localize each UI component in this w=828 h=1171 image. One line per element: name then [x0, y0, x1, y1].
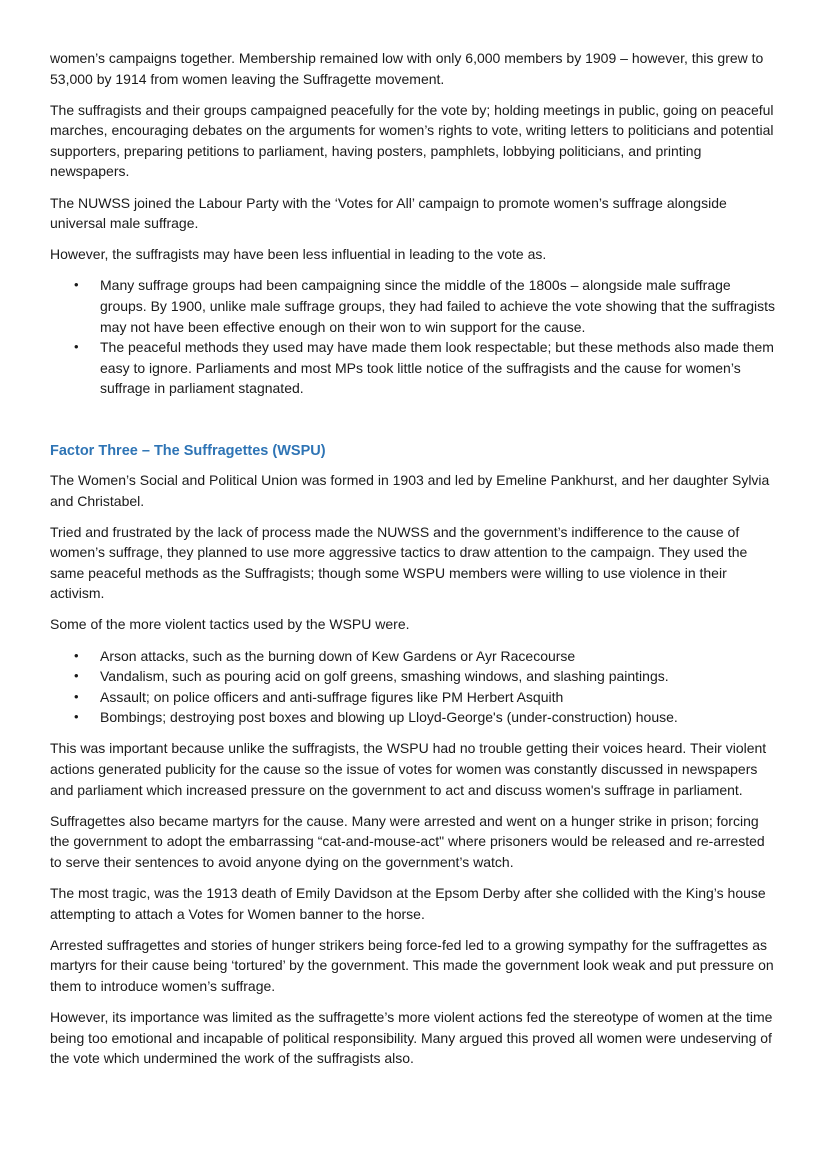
paragraph: The Women’s Social and Political Union was formed in 1903 and led by Emeline Pankhurst, and her daughter Sylvia and Christabel. — [50, 471, 770, 509]
paragraph: Some of the more violent tactics used by the WSPU were. — [50, 616, 410, 633]
bullet-list-violent-tactics — [50, 646, 780, 728]
list-item — [50, 707, 780, 728]
list-item-text: The peaceful methods they used may have made them look respectable; but these methods also made them easy to ignore. Parliaments and most MPs took little notice of the suffragists and the cause for women’s suffrage in parliament stagnated. — [100, 339, 774, 397]
bullet-list-suffragist-limits — [50, 275, 780, 399]
paragraph: This was important because unlike the suffragists, the WSPU had no trouble getting their voices heard. Their violent actions generated publicity for the cause so the issue of votes for women was constantly discussed in newspapers and parliament which increased pressure on the government to act and discuss women's suffrage in parliament. — [50, 740, 767, 798]
list-item-text: Bombings; destroying post boxes and blowing up Lloyd-George's (under-construction) house. — [100, 709, 678, 726]
bullet-icon: • — [74, 709, 79, 725]
list-item — [50, 646, 780, 667]
paragraph: The suffragists and their groups campaigned peacefully for the vote by; holding meetings in public, going on peaceful marches, encouraging debates on the arguments for women’s rights to vote, writing letters to politicians and potential supporters, preparing petitions to parliament, having posters, pamphlets, lobbying politicians, and printing newspapers. — [50, 101, 774, 180]
paragraph: women’s campaigns together. Membership remained low with only 6,000 members by 1909 – however, this grew to 53,000 by 1914 from women leaving the Suffragette movement. — [50, 50, 764, 87]
bullet-icon: • — [74, 668, 79, 684]
section-heading: Factor Three – The Suffragettes (WSPU) — [50, 442, 326, 459]
list-item — [50, 666, 780, 687]
list-item-text: Vandalism, such as pouring acid on golf greens, smashing windows, and slashing paintings. — [100, 668, 669, 685]
list-item — [50, 337, 780, 399]
list-item-text: Arson attacks, such as the burning down of Kew Gardens or Ayr Racecourse — [100, 647, 576, 664]
paragraph: The most tragic, was the 1913 death of Emily Davidson at the Epsom Derby after she collided with the King’s house attempting to attach a Votes for Women banner to the horse. — [50, 885, 766, 922]
list-item — [50, 275, 780, 337]
document-page — [50, 48, 780, 1079]
paragraph: However, the suffragists may have been less influential in leading to the vote as. — [50, 246, 547, 263]
list-item — [50, 687, 780, 708]
list-item-text: Assault; on police officers and anti-suffrage figures like PM Herbert Asquith — [100, 688, 564, 705]
bullet-icon: • — [74, 339, 79, 355]
paragraph: The NUWSS joined the Labour Party with the ‘Votes for All’ campaign to promote women’s suffrage alongside universal male suffrage. — [50, 194, 727, 232]
list-item-text: Many suffrage groups had been campaigning since the middle of the 1800s – alongside male suffrage groups. By 1900, unlike male suffrage groups, they had failed to achieve the vote showing that the suffragists may not have been effective enough on their won to win support for the cause. — [100, 277, 776, 335]
paragraph: Suffragettes also became martyrs for the cause. Many were arrested and went on a hunger strike in prison; forcing the government to adopt the embarrassing “cat-and-mouse-act" where prisoners would be released and re-arrested to serve their sentences to avoid anyone dying on the government’s watch. — [50, 812, 765, 870]
paragraph: Tried and frustrated by the lack of process made the NUWSS and the government’s indifference to the cause of women’s suffrage, they planned to use more aggressive tactics to draw attention to the campaign. They used the same peaceful methods as the Suffragists; though some WSPU members were willing to use violence in their activism. — [50, 523, 748, 602]
bullet-icon: • — [74, 688, 79, 704]
paragraph: However, its importance was limited as the suffragette’s more violent actions fed the stereotype of women at the time being too emotional and incapable of political responsibility. Many argued this proved all women were undeserving of the vote which undermined the work of the suffragists also. — [50, 1008, 773, 1067]
bullet-icon: • — [74, 277, 79, 293]
paragraph: Arrested suffragettes and stories of hunger strikers being force-fed led to a growing sympathy for the suffragettes as martyrs for their cause being ‘tortured’ by the government. This made the government look weak and put pressure on them to introduce women’s suffrage. — [50, 936, 774, 994]
bullet-icon: • — [74, 647, 79, 663]
